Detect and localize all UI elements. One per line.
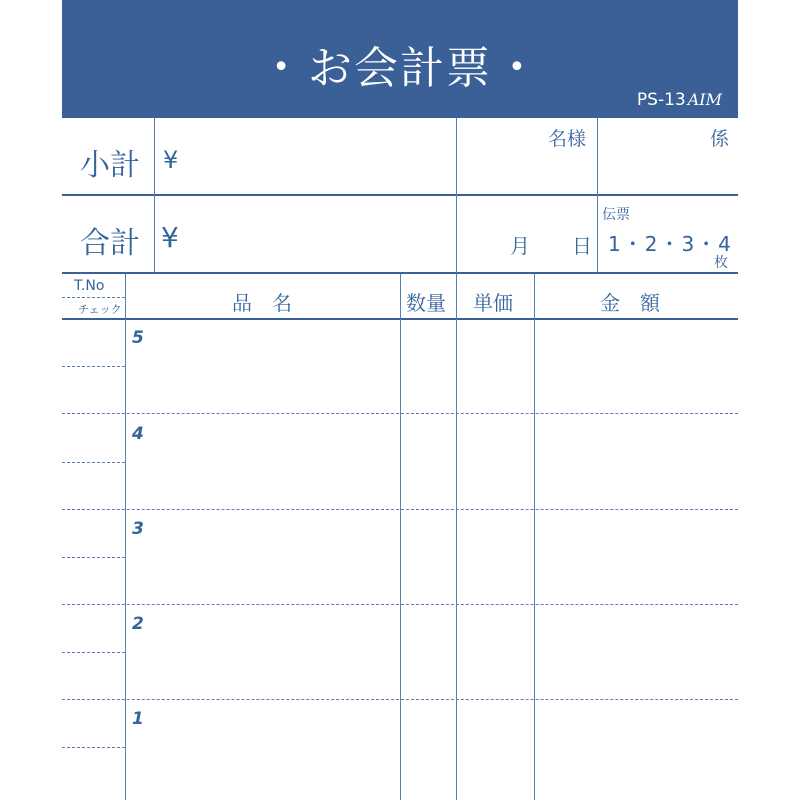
bullet-left-icon: • xyxy=(272,50,292,85)
subtotal-label: 小計 xyxy=(80,148,140,183)
row-3-check-divider xyxy=(62,557,125,558)
row-number-1: 1 xyxy=(132,709,144,729)
row-5-check-divider xyxy=(62,366,125,367)
total-yen: ¥ xyxy=(161,221,179,254)
row-4-divider xyxy=(62,509,738,510)
tno-divider xyxy=(62,297,125,298)
unit-price-header: 単価 xyxy=(473,291,513,315)
row-1-check-divider xyxy=(62,747,125,748)
amount-header: 金 額 xyxy=(600,291,660,315)
vline-guests xyxy=(456,118,457,273)
bullet-right-icon: • xyxy=(508,50,528,85)
vline-tno xyxy=(125,274,126,800)
slip-label: 伝票 xyxy=(602,207,630,223)
subtotal-yen: ¥ xyxy=(163,146,179,174)
divider-subtotal xyxy=(62,194,738,196)
vline-qty xyxy=(456,274,457,800)
row-2-divider xyxy=(62,699,738,700)
tno-label: T.No xyxy=(74,278,105,294)
row-3-divider xyxy=(62,604,738,605)
row-number-2: 2 xyxy=(132,614,144,634)
vline-item xyxy=(400,274,401,800)
product-code-text: PS-13 xyxy=(636,90,686,110)
brand-logo: AIM xyxy=(687,90,722,109)
header-band xyxy=(62,0,738,118)
row-number-3: 3 xyxy=(132,519,144,539)
vline-label xyxy=(154,118,155,273)
total-label: 合計 xyxy=(80,226,140,261)
month-label: 月 xyxy=(510,234,530,258)
row-number-4: 4 xyxy=(132,424,144,444)
page-title xyxy=(62,32,738,96)
row-2-check-divider xyxy=(62,652,125,653)
quantity-header: 数量 xyxy=(406,291,446,315)
row-number-5: 5 xyxy=(132,328,144,348)
slip-numbers: 1・2・3・4 xyxy=(608,232,733,256)
check-label: チェック xyxy=(78,303,122,316)
day-label: 日 xyxy=(572,234,592,258)
staff-label: 係 xyxy=(710,128,730,150)
order-slip xyxy=(62,0,738,800)
row-5-divider xyxy=(62,413,738,414)
title-text: お会計票 xyxy=(308,43,492,94)
guests-label: 名様 xyxy=(548,128,587,150)
product-code xyxy=(637,90,722,110)
vline-staff xyxy=(597,118,598,273)
sheets-label: 枚 xyxy=(714,255,728,271)
row-4-check-divider xyxy=(62,462,125,463)
item-name-header: 品 名 xyxy=(232,291,292,315)
vline-unit xyxy=(534,274,535,800)
